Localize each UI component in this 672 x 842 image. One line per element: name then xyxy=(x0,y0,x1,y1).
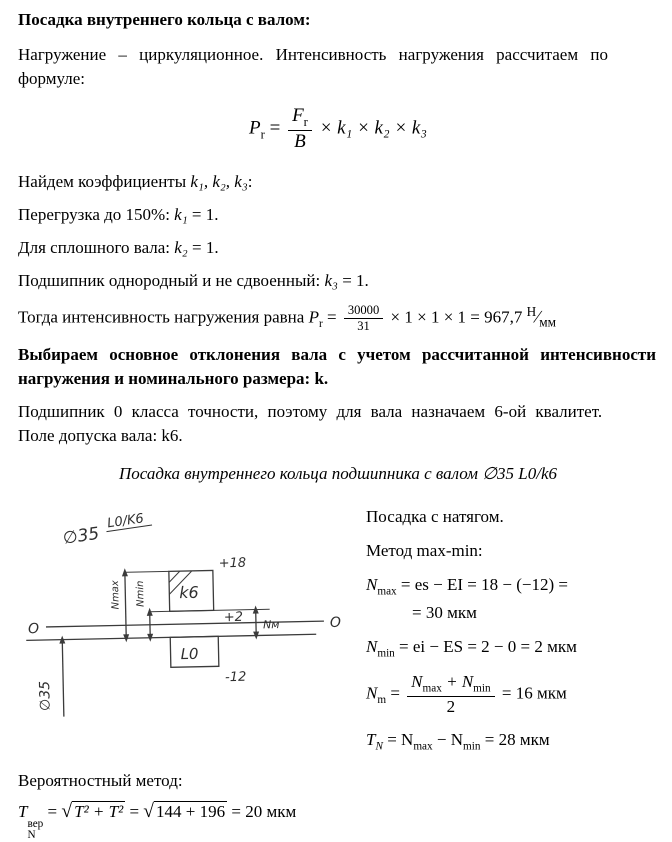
math-mid: = es − EI = 18 − (−12) = xyxy=(396,575,568,595)
math-var: + N xyxy=(441,672,474,692)
unit-n-per-mm xyxy=(527,303,556,332)
math-var: k₁, k₂, k₃ xyxy=(190,172,248,192)
nmax-label: Nmax xyxy=(110,580,122,611)
text: Посадка внутреннего кольца подшипника с валом ∅35 L0/k6 xyxy=(118,464,558,484)
fraction-denominator: 31 xyxy=(357,318,370,333)
fraction xyxy=(407,672,494,717)
upper-deviation-label: +18 xyxy=(218,556,247,572)
k2-paragraph xyxy=(18,236,658,260)
math-var: N xyxy=(366,683,378,703)
nm-formula xyxy=(366,672,658,717)
diameter-dimension xyxy=(62,640,64,717)
math-mid: = ei − ES = 2 − 0 = 2 мкм xyxy=(394,636,577,656)
math-sub: N xyxy=(27,829,36,842)
k3-paragraph xyxy=(18,269,658,293)
section-title xyxy=(18,8,658,32)
math-var: F xyxy=(292,105,304,127)
extension-line-plus2 xyxy=(150,610,270,613)
text: Для сплошного вала: xyxy=(18,238,175,258)
text: = 1. xyxy=(187,238,219,258)
radical-sign: √ xyxy=(143,801,155,823)
math-var: N xyxy=(366,575,378,595)
text: нагружения и номинального размера: k. xyxy=(18,368,329,388)
axis-label-right: O xyxy=(329,615,342,632)
radicand: 144 + 196 xyxy=(156,802,226,822)
math-op: = xyxy=(322,307,341,327)
text: Посадка с натягом. xyxy=(366,507,504,527)
intensity-result-paragraph xyxy=(18,303,658,334)
calculations-column xyxy=(366,496,658,765)
math-sub: max xyxy=(413,739,433,752)
math-var: T xyxy=(18,802,28,822)
text: Подшипник 0 класса точности, поэтому для вала назначаем 6-ой квалитет. xyxy=(18,402,603,422)
nm-dimension xyxy=(256,610,257,636)
nmin-formula xyxy=(366,636,658,662)
math-continuation: = 30 мкм xyxy=(412,602,477,622)
bore-deviation-label: -12 xyxy=(224,670,247,686)
sketch-title xyxy=(61,511,154,550)
probabilistic-formula xyxy=(18,801,658,842)
math-sub: min xyxy=(473,682,491,695)
math-var: N xyxy=(411,672,423,692)
text: Перегрузка до 150%: xyxy=(18,205,175,225)
math-op: = xyxy=(264,118,286,140)
math-sub: r xyxy=(260,127,265,142)
lower-shaft-deviation-label: +2 xyxy=(223,610,244,626)
math-sub: max xyxy=(377,585,397,598)
fraction xyxy=(344,303,383,334)
deviation-choice-paragraph xyxy=(18,343,658,391)
zero-line xyxy=(46,622,324,628)
unit-numerator: Н xyxy=(526,303,537,319)
diameter-label: ∅35 xyxy=(37,681,54,712)
method-line xyxy=(366,540,658,563)
math-op: = xyxy=(386,683,405,703)
nmin-dimension xyxy=(150,612,151,638)
math-var: k₁ xyxy=(174,205,188,225)
sketch-title-diameter: ∅35 xyxy=(61,524,101,550)
text: Метод max-min: xyxy=(366,541,483,561)
text: Найдем коэффициенты xyxy=(18,172,191,192)
figure-caption xyxy=(18,462,658,486)
math-var: T xyxy=(366,729,376,749)
math-mid: × 1 × 1 × 1 = 967,7 xyxy=(386,307,527,327)
bore-zone-label: L0 xyxy=(180,645,199,664)
radicand: T² + T² xyxy=(74,802,124,822)
unit-slash: ∕ xyxy=(536,306,540,327)
math-var: P xyxy=(249,118,261,140)
text: Выбираем основное отклонения вала с учетом рассчитанной интенсивности xyxy=(18,344,657,364)
math-tail: = 16 мкм xyxy=(497,683,567,703)
math-tail: × k₁ × k₂ × k₃ xyxy=(314,118,427,140)
math-var: k₃ xyxy=(324,271,338,291)
fraction-denominator: B xyxy=(294,131,306,153)
text: Поле допуска вала: k6. xyxy=(18,426,183,446)
fraction-denominator: 2 xyxy=(446,697,456,717)
math-sub: min xyxy=(463,739,481,752)
text: = 1. xyxy=(337,271,369,291)
sketch-title-fit: L0/K6 xyxy=(106,511,145,532)
math-var: P xyxy=(308,307,319,327)
text: : xyxy=(247,172,253,192)
extension-line-top xyxy=(125,572,169,573)
figure-and-calcs-row xyxy=(18,496,658,765)
nm-label: Nм xyxy=(262,618,280,632)
fraction-numerator: 30000 xyxy=(344,303,383,319)
fraction-numerator xyxy=(407,672,494,697)
k1-paragraph xyxy=(18,203,658,227)
math-tail: = 28 мкм xyxy=(480,729,550,749)
quality-paragraph xyxy=(18,400,658,448)
math-op: = xyxy=(43,802,62,822)
probabilistic-method-label xyxy=(18,769,658,793)
text: Подшипник однородный и не сдвоенный: xyxy=(18,271,325,291)
math-sub: max xyxy=(422,682,442,695)
math-sub: m xyxy=(377,694,387,707)
radical-sign: √ xyxy=(61,801,73,823)
fraction xyxy=(288,105,312,154)
nmax-dimension xyxy=(125,573,126,639)
math-var: N xyxy=(366,636,378,656)
intro-paragraph xyxy=(18,43,658,91)
fit-type-line xyxy=(366,506,658,529)
text: Вероятностный метод: xyxy=(18,771,183,791)
nmin-label: Nmin xyxy=(135,580,147,608)
tn-formula xyxy=(366,729,658,755)
axis-label-left: O xyxy=(27,621,40,638)
text: Нагружение – циркуляционное. Интенсивность нагружения рассчитаем по xyxy=(18,45,608,65)
unit-denominator: мм xyxy=(539,314,556,330)
load-intensity-formula xyxy=(18,105,658,154)
text: = 1. xyxy=(187,205,219,225)
math-tail: = 20 мкм xyxy=(227,802,297,822)
math-sub: r xyxy=(303,115,308,130)
math-sub: r xyxy=(318,317,323,330)
tolerance-diagram-sketch xyxy=(18,496,354,758)
text: Тогда интенсивность нагружения равна xyxy=(18,307,309,327)
math-op: = xyxy=(125,802,144,822)
math-sup: вер xyxy=(27,817,44,830)
math-sub: N xyxy=(375,739,383,752)
math-var: k₂ xyxy=(174,238,188,258)
text: формуле: xyxy=(18,69,86,89)
shaft-zone-label: k6 xyxy=(179,583,199,603)
math-mid: − N xyxy=(432,729,464,749)
fraction-numerator xyxy=(288,105,312,131)
math-sub: min xyxy=(377,647,395,660)
sup-sub-stack xyxy=(27,819,43,842)
math-mid: = N xyxy=(382,729,414,749)
nmax-formula xyxy=(366,574,658,624)
text: Посадка внутреннего кольца с валом: xyxy=(18,10,311,29)
coefficients-paragraph xyxy=(18,170,658,194)
